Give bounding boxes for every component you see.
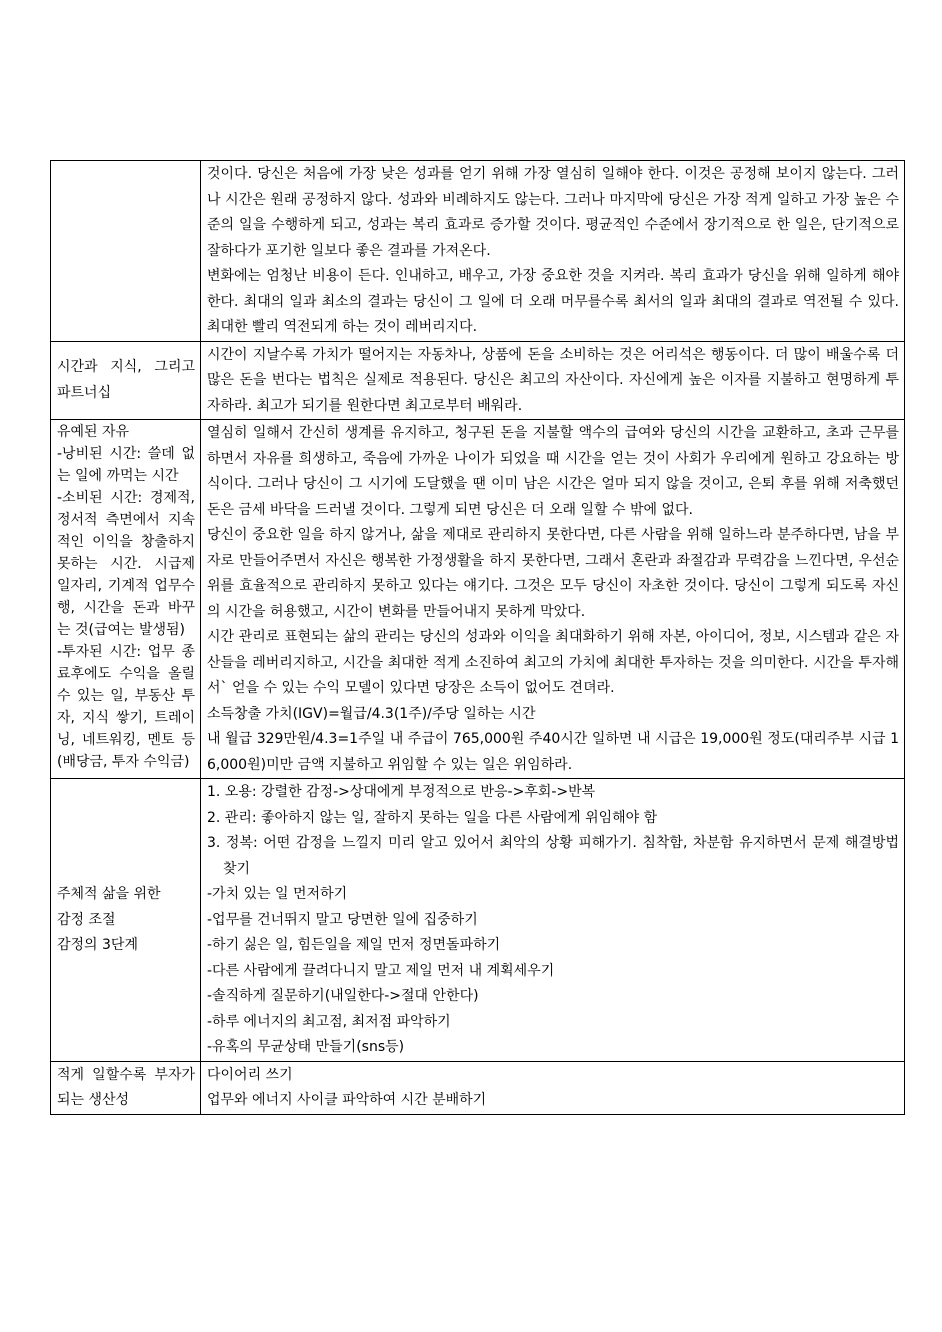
row-label: 감정 조절 [57,911,116,928]
row-content-cell [201,779,905,1062]
row-content-cell [201,420,905,779]
table-row [51,420,905,779]
row-label-cell [51,1061,201,1114]
row-label: 적게 일할수록 부자가 되는 생산성 [57,1066,195,1108]
paragraph: 열심히 일해서 간신히 생계를 유지하고, 청구된 돈을 지불할 액수의 급여와 당신의 시간을 교환하고, 초과 근무를 하면서 자유를 희생하고, 죽음에 가까운 나이가 되었을 때 시간을 얻는 것이 사회가 우리에게 원하고 강요하는 방식이다. 그러나 당신이 그 시기에 도달했을 땐 이미 남은 시간은 얼마 되지 않을 것이고, 은퇴 후를 위해 저축했던 돈은 금세 바닥을 드러낼 것이다. 그렇게 되면 당신은 더 오래 일할 수 밖에 없다. [207,425,899,518]
row-label: 시간과 지식, 그리고 파트너십 [57,359,195,401]
paragraph: 것이다. 당신은 처음에 가장 낮은 성과를 얻기 위해 가장 열심히 일해야 한다. 이것은 공정해 보이지 않는다. 그러나 시간은 원래 공정하지 않다. 성과와 비례하지도 않는다. 그러나 마지막에 당신은 가장 적게 일하고 가장 높은 수준의 일을 수행하게 되고, 성과는 복리 효과로 증가할 것이다. 평균적인 수준에서 장기적으로 한 일은, 단기적으로 잘하다가 포기한 일보다 좋은 결과를 가져온다. [207,166,899,259]
paragraph: 다이어리 쓰기 [207,1066,293,1083]
list-item: -하기 싫은 일, 힘든일을 제일 먼저 정면돌파하기 [207,937,501,953]
row-label-cell [51,779,201,1062]
list-item: -다른 사람에게 끌려다니지 말고 제일 먼저 내 계획세우기 [207,962,555,979]
row-label: 유예된 자유 [57,424,130,440]
table-row [51,341,905,420]
table-row [51,1061,905,1114]
list-item: -솔직하게 질문하기(내일한다->절대 안한다) [207,988,479,1004]
row-label-cell [51,161,201,342]
row-content-cell [201,1061,905,1114]
paragraph: 당신이 중요한 일을 하지 않거나, 삶을 제대로 관리하지 못한다면, 다른 사람을 위해 일하느라 분주하다면, 남을 부자로 만들어주면서 자신은 행복한 가정생활을 하지 못한다면, 그래서 혼란과 좌절감과 무력감을 느낀다면, 우선순위를 효율적으로 관리하지 못하고 있다는 얘기다. 그것은 모두 당신이 자초한 것이다. 당신이 그렇게 되도록 자신의 시간을 허용했고, 시간이 변화를 만들어내지 못하게 막았다. [207,527,899,620]
row-label: -소비된 시간: 경제적, 정서적 측면에서 지속적인 이익을 창출하지 못하는 시간. 시급제 일자리, 기계적 업무수행, 시간을 돈과 바꾸는 것(급여는 발생됨) [57,490,195,638]
paragraph: 업무와 에너지 사이클 파악하여 시간 분배하기 [207,1092,487,1108]
list-item: -가치 있는 일 먼저하기 [207,886,348,902]
row-label: 주체적 삶을 위한 [57,886,161,902]
table-row [51,779,905,1062]
row-content-cell [201,161,905,342]
list-item: 2. 관리: 좋아하지 않는 일, 잘하지 못하는 일을 다른 사람에게 위임해야 함 [207,809,658,826]
list-item: 3. 정복: 어떤 감정을 느낄지 미리 알고 있어서 최악의 상황 피해가기. 침착함, 차분함 유지하면서 문제 해결방법 찾기 [207,835,899,877]
table-row [51,161,905,342]
paragraph: 내 월급 329만원/4.3=1주일 내 주급이 765,000원 주40시간 일하면 내 시급은 19,000원 정도(대리주부 시급 16,000원)미만 금액 지불하고 위임할 수 있는 일은 위임하라. [207,731,899,773]
row-label-cell [51,420,201,779]
row-label: 감정의 3단계 [57,937,138,953]
row-content-cell [201,341,905,420]
list-item: 1. 오용: 강렬한 감정->상대에게 부정적으로 반응->후회->반복 [207,784,596,800]
paragraph: 소득창출 가치(IGV)=월급/4.3(1주)/주당 일하는 시간 [207,705,536,722]
row-label: -낭비된 시간: 쓸데 없는 일에 까먹는 시간 [57,446,195,484]
row-label-cell [51,341,201,420]
list-item: -유혹의 무균상태 만들기(sns등) [207,1039,405,1055]
paragraph: 시간 관리로 표현되는 삶의 관리는 당신의 성과와 이익을 최대화하기 위해 자본, 아이디어, 정보, 시스템과 같은 자산들을 레버리지하고, 시간을 최대한 적게 소진하여 최고의 가치에 최대한 투자하는 것을 의미한다. 시간을 투자해서` 얻을 수 있는 수익 모델이 있다면 당장은 소득이 없어도 견뎌라. [207,629,899,696]
list-item: -업무를 건너뛰지 말고 당면한 일에 집중하기 [207,911,478,928]
list-item: -하루 에너지의 최고점, 최저점 파악하기 [207,1013,451,1030]
row-label: -투자된 시간: 업무 종료후에도 수익을 올릴 수 있는 일, 부동산 투자, 지식 쌓기, 트레이닝, 네트워킹, 멘토 등(배당금, 투자 수익금) [57,644,195,770]
paragraph: 시간이 지날수록 가치가 떨어지는 자동차나, 상품에 돈을 소비하는 것은 어리석은 행동이다. 더 많이 배울수록 더 많은 돈을 번다는 법칙은 실제로 적용된다. 당신은 최고의 자산이다. 자신에게 높은 이자를 지불하고 현명하게 투자하라. 최고가 되기를 원한다면 최고로부터 배워라. [207,346,899,414]
content-table [50,160,905,1115]
paragraph: 변화에는 엄청난 비용이 든다. 인내하고, 배우고, 가장 중요한 것을 지켜라. 복리 효과가 당신을 위해 일하게 해야 한다. 최대의 일과 최소의 결과는 당신이 그 일에 더 오래 머무를수록 최서의 일과 최대의 결과로 역전될 수 있다. 최대한 빨리 역전되게 하는 것이 레버리지다. [207,268,899,335]
